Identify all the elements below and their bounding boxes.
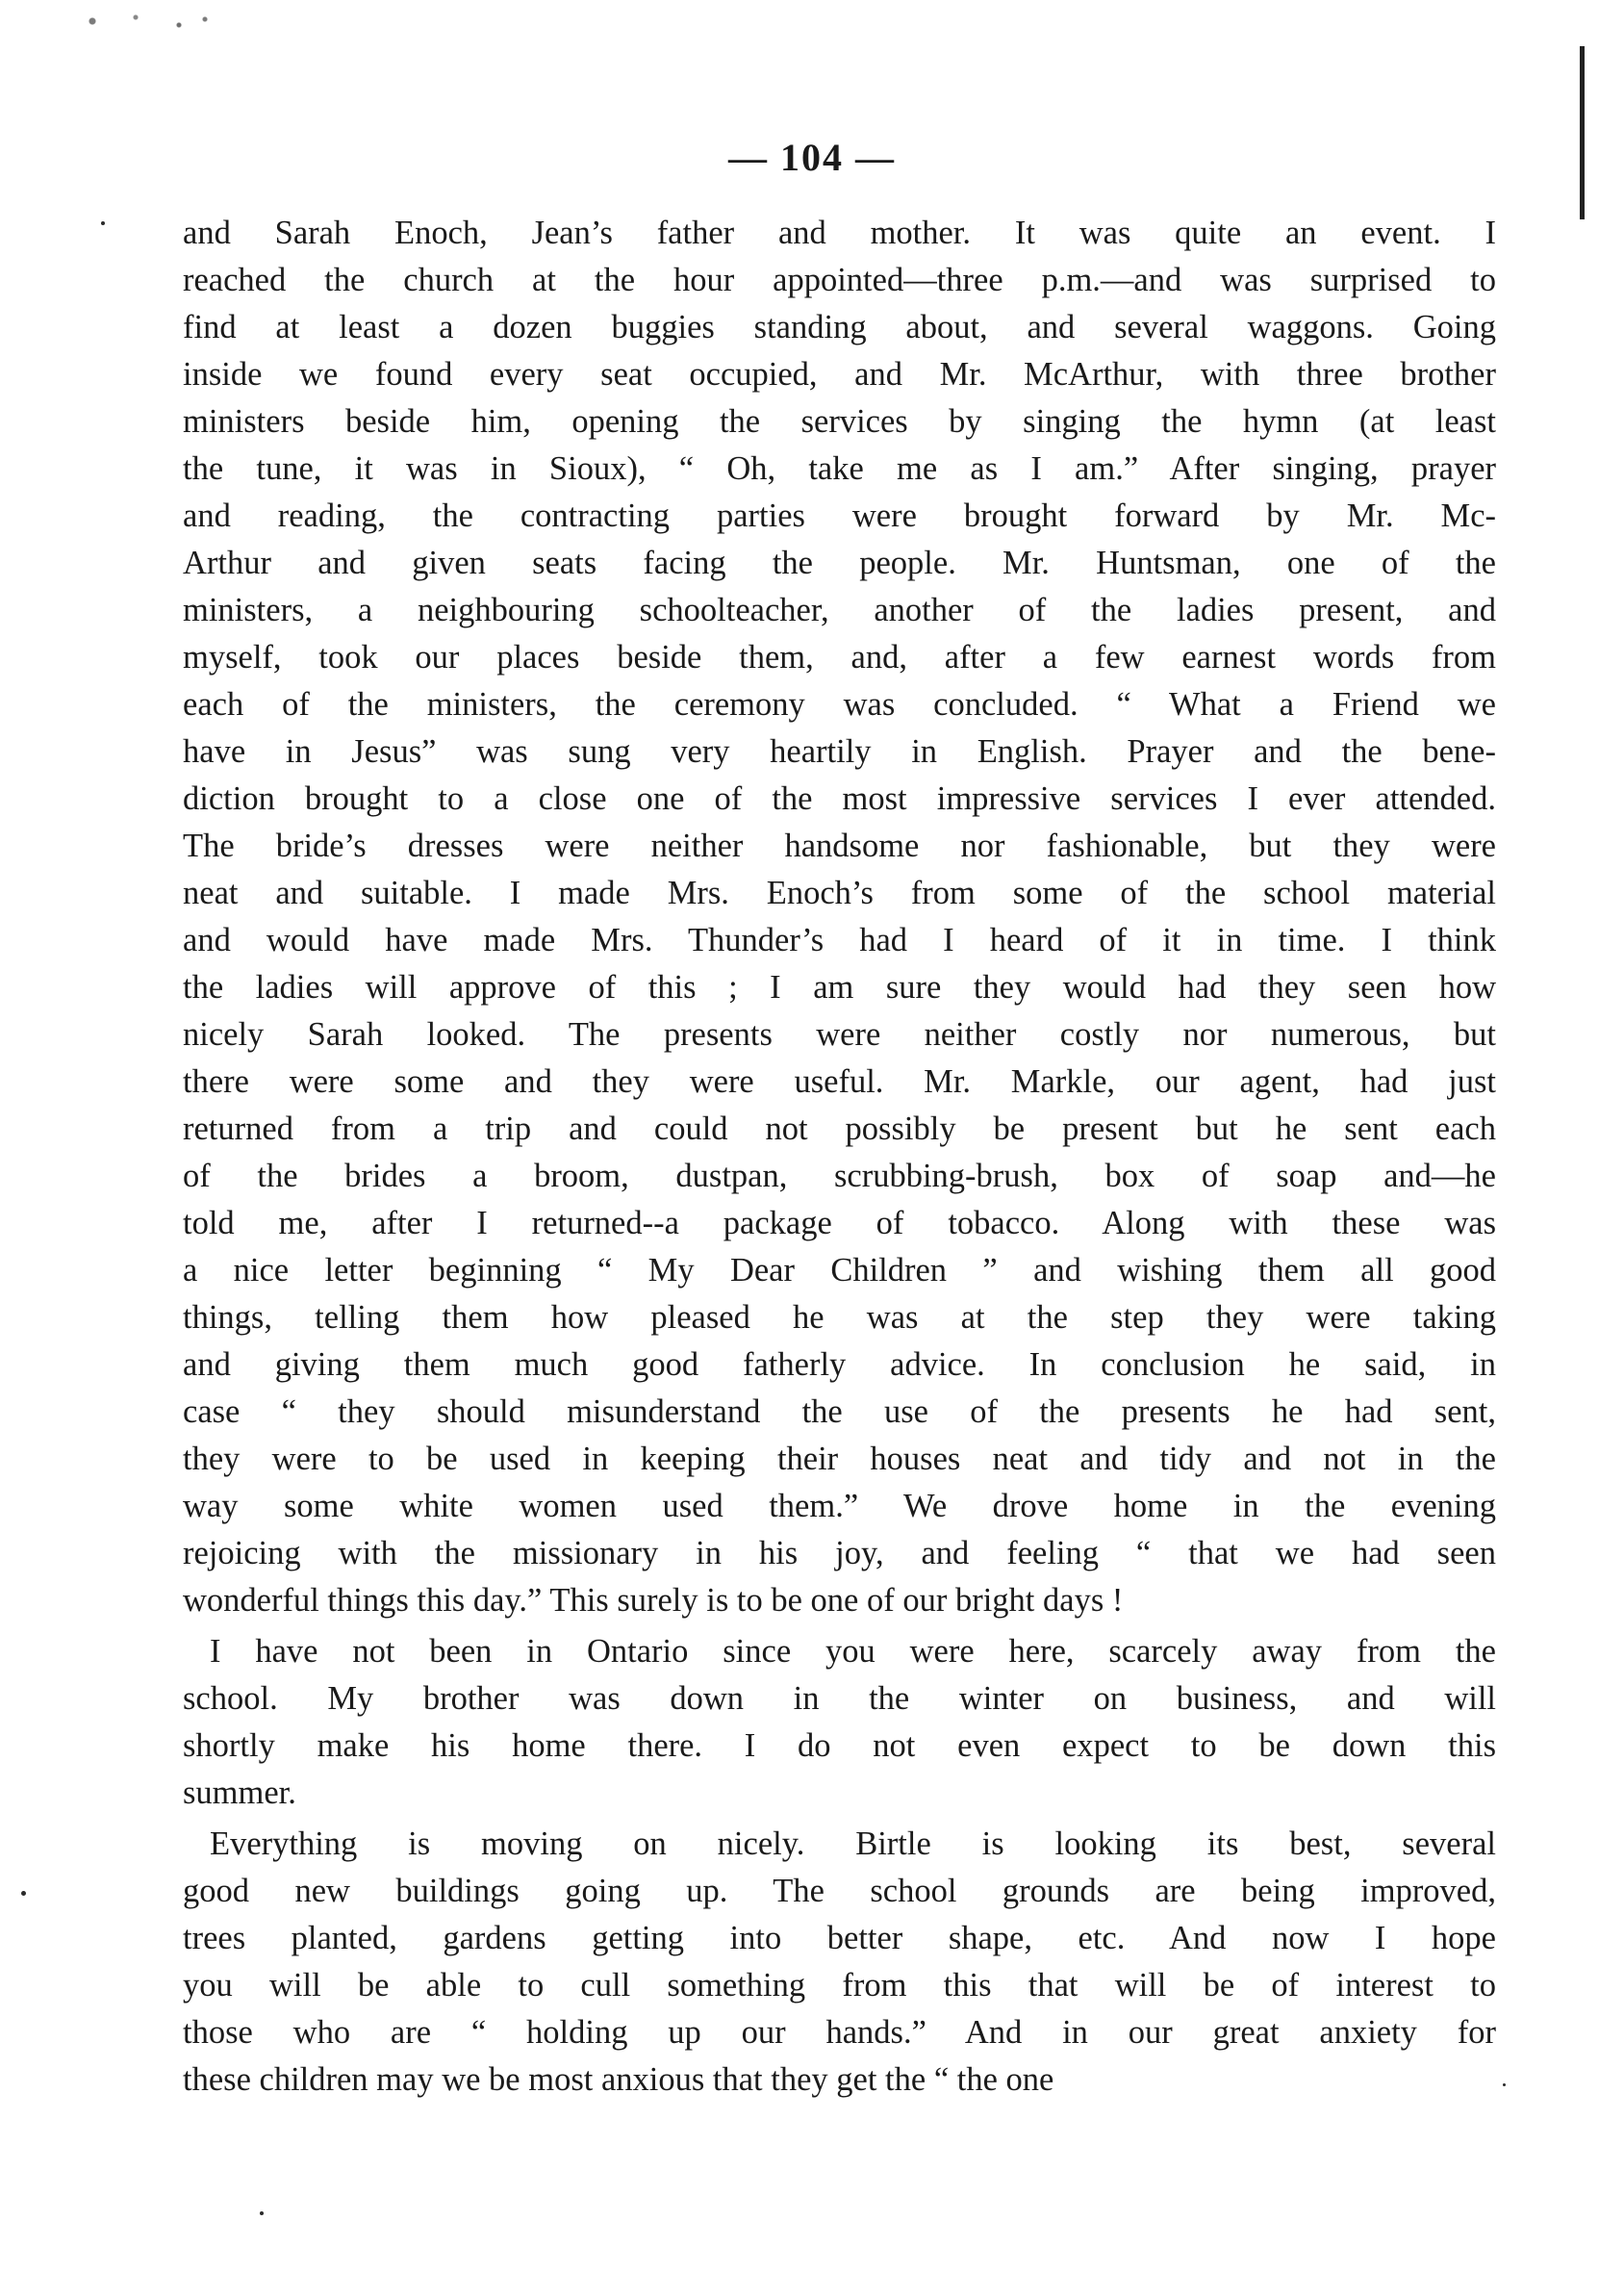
text-line: the ladies will approve of this ; I am sure they would had they seen how bbox=[183, 969, 1496, 1006]
paragraph bbox=[183, 1821, 1496, 2104]
text-line: inside we found every seat occupied, and Mr. McArthur, with three brother bbox=[183, 356, 1496, 393]
text-line: Arthur and given seats facing the people. Mr. Huntsman, one of the bbox=[183, 545, 1496, 581]
text-line: those who are “ holding up our hands.” And in our great anxiety for bbox=[183, 2014, 1496, 2051]
print-speck bbox=[21, 1891, 26, 1896]
text-line: I have not been in Ontario since you were here, scarcely away from the bbox=[210, 1633, 1496, 1670]
text-line: ministers, a neighbouring schoolteacher, another of the ladies present, and bbox=[183, 592, 1496, 628]
text-line: way some white women used them.” We drove home in the evening bbox=[183, 1488, 1496, 1524]
text-line: Everything is moving on nicely. Birtle is looking its best, several bbox=[210, 1825, 1496, 1862]
text-line: find at least a dozen buggies standing about, and several waggons. Going bbox=[183, 309, 1496, 345]
text-line: have in Jesus” was sung very heartily in English. Prayer and the bene- bbox=[183, 733, 1496, 770]
body-text bbox=[183, 210, 1496, 2104]
text-line: diction brought to a close one of the most impressive services I ever attended. bbox=[183, 780, 1496, 817]
text-line: you will be able to cull something from this that will be of interest to bbox=[183, 1967, 1496, 2004]
page-edge-mark bbox=[1580, 46, 1585, 219]
print-speck bbox=[260, 2211, 264, 2215]
page-number: — 104 — bbox=[728, 136, 896, 179]
text-line: the tune, it was in Sioux), “ Oh, take me as I am.” After singing, prayer bbox=[183, 450, 1496, 487]
text-line: reached the church at the hour appointed—three p.m.—and was surprised to bbox=[183, 262, 1496, 298]
print-speck bbox=[1503, 2083, 1506, 2086]
text-line: wonderful things this day.” This surely is to be one of our bright days ! bbox=[183, 1582, 1124, 1619]
text-line: good new buildings going up. The school grounds are being improved, bbox=[183, 1873, 1496, 1909]
print-speck bbox=[101, 221, 105, 225]
text-line: there were some and they were useful. Mr. Markle, our agent, had just bbox=[183, 1063, 1496, 1100]
text-line: school. My brother was down in the winter on business, and will bbox=[183, 1680, 1496, 1717]
text-line: things, telling them how pleased he was at the step they were taking bbox=[183, 1299, 1496, 1336]
text-line: The bride’s dresses were neither handsome nor fashionable, but they were bbox=[183, 828, 1496, 864]
text-line: trees planted, gardens getting into better shape, etc. And now I hope bbox=[183, 1920, 1496, 1956]
text-line: they were to be used in keeping their houses neat and tidy and not in the bbox=[183, 1441, 1496, 1477]
text-line: and would have made Mrs. Thunder’s had I heard of it in time. I think bbox=[183, 922, 1496, 958]
scan-noise bbox=[58, 6, 231, 44]
text-line: and giving them much good fatherly advice. In conclusion he said, in bbox=[183, 1346, 1496, 1383]
text-line: rejoicing with the missionary in his joy, and feeling “ that we had seen bbox=[183, 1535, 1496, 1571]
text-line: case “ they should misunderstand the use of the presents he had sent, bbox=[183, 1393, 1496, 1430]
text-line: each of the ministers, the ceremony was concluded. “ What a Friend we bbox=[183, 686, 1496, 723]
paragraph bbox=[183, 210, 1496, 1624]
text-line: ministers beside him, opening the services by singing the hymn (at least bbox=[183, 403, 1496, 440]
text-line: nicely Sarah looked. The presents were neither costly nor numerous, but bbox=[183, 1016, 1496, 1053]
text-line: and reading, the contracting parties were brought forward by Mr. Mc- bbox=[183, 498, 1496, 534]
text-line: returned from a trip and could not possibly be present but he sent each bbox=[183, 1110, 1496, 1147]
text-line: summer. bbox=[183, 1774, 296, 1811]
text-line: a nice letter beginning “ My Dear Children ” and wishing them all good bbox=[183, 1252, 1496, 1289]
text-line: these children may we be most anxious that they get the “ the one bbox=[183, 2061, 1054, 2098]
text-line: shortly make his home there. I do not even expect to be down this bbox=[183, 1727, 1496, 1764]
text-line: neat and suitable. I made Mrs. Enoch’s from some of the school material bbox=[183, 875, 1496, 911]
text-line: myself, took our places beside them, and, after a few earnest words from bbox=[183, 639, 1496, 676]
text-line: told me, after I returned--a package of tobacco. Along with these was bbox=[183, 1205, 1496, 1241]
paragraph bbox=[183, 1628, 1496, 1817]
text-line: of the brides a broom, dustpan, scrubbing-brush, box of soap and—he bbox=[183, 1158, 1496, 1194]
text-line: and Sarah Enoch, Jean’s father and mother. It was quite an event. I bbox=[183, 215, 1496, 251]
